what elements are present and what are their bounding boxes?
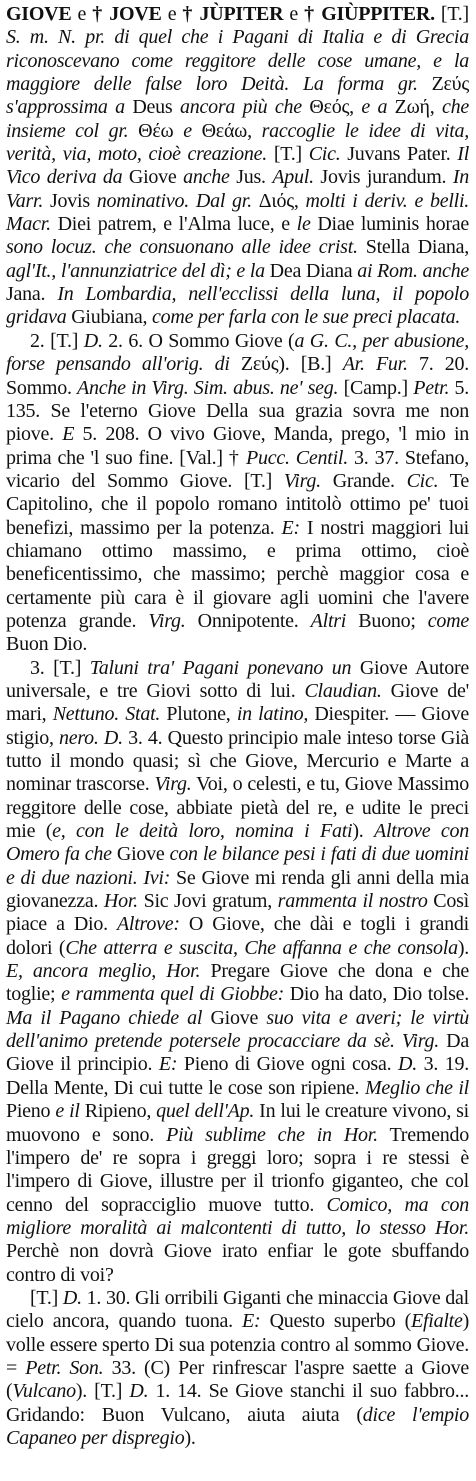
italic-run: D.: [83, 329, 103, 352]
text-run: Giove: [202, 1006, 267, 1029]
entry-sense-2: [6, 330, 469, 657]
text-run: Dea Diana: [264, 259, 358, 282]
italic-run: Claudian.: [304, 679, 382, 702]
italic-run: Petr. Son.: [25, 1356, 104, 1379]
italic-run: E:: [281, 516, 300, 539]
italic-run: nominativo. Dal gr.: [96, 189, 252, 212]
text-run: Jovis: [43, 189, 97, 212]
text-run: Διός,: [251, 189, 306, 212]
italic-run: Taluni tra' Pagani ponevano un: [89, 656, 352, 679]
text-run: Da Giove il principio.: [6, 1030, 469, 1076]
text-run: ).: [457, 936, 469, 959]
text-run: Giubiana,: [66, 306, 153, 329]
text-run: O Giove, che dài e togli i grandi dolori (: [6, 913, 469, 959]
italic-run: rammenta il nostro: [277, 890, 428, 913]
text-run: ). [T.]: [75, 1380, 130, 1403]
text-run: Buono;: [346, 609, 428, 632]
text-run: ).: [184, 1426, 196, 1449]
text-run: 7. 20. Sommo.: [6, 353, 469, 399]
text-run: Ripieno,: [79, 1100, 157, 1123]
italic-run: suo vita e averi; le virtù dell'animo pretende potersele procacciare da sè. Virg.: [6, 1006, 469, 1053]
text-run: 1. 30. Gli orribili Giganti che minaccia Giove dal cielo ancora, quando tuona.: [6, 1286, 469, 1333]
italic-run: Ma il Pagano chiede al: [6, 1006, 203, 1029]
headword: † JOVE: [92, 3, 162, 25]
italic-run: Virg.: [283, 469, 321, 492]
italic-run: Petr.: [413, 376, 450, 399]
entry-headword-paragraph: [6, 3, 469, 330]
text-run: [T.]: [267, 143, 309, 166]
text-run: Ζεύς). [B.]: [229, 353, 343, 376]
italic-run: in latino,: [236, 703, 309, 726]
text-run: ) volle essere sperto Di sua potenzia contro al sommo Giove. =: [6, 1310, 470, 1379]
italic-run: dice l'empio Capaneo per dispregio: [6, 1403, 469, 1449]
italic-run: Comico, ma con migliore moralità ai malcontenti di tutto, lo stesso Hor.: [6, 1193, 469, 1239]
text-run: Se Giove mi renda gli anni della mia giovanezza.: [6, 866, 469, 913]
italic-run: e a: [361, 96, 388, 119]
text-run: 3. 19. Della Mente, Di cui tutte le cose son ripiene.: [6, 1053, 469, 1099]
text-run: Diei patrem, e l'Alma luce, e: [50, 213, 297, 236]
text-run: 33. (C) Per rinfrescar l'aspre saette a Giove (: [6, 1356, 470, 1403]
text-run: 3. 37. Stefano, vicario del Sommo Giove. [T.]: [6, 446, 470, 492]
text-run: 1. 14. Se Giove stanchi il suo fabbro... Gridando: Buon Vulcano, aiuta aiuta (: [6, 1380, 470, 1426]
italic-run: In Varr.: [6, 166, 469, 212]
text-run: Onnipotente.: [185, 609, 311, 632]
text-run: Voi, o celesti, e tu, Giove Massimo reggitore delle cose, abbiate pietà del re, e udite le preci mie (: [6, 773, 469, 843]
italic-run: raccoglie le idee di vita, verità, via, moto, cioè creazione.: [6, 119, 470, 166]
italic-run: a G. C., per abusione, forse pensando all'orig. di: [6, 329, 469, 376]
text-run: 5. 208. O vivo Giove, Manda, prego, 'l mio in prima che 'l suo fine. [Val.] †: [6, 423, 470, 469]
text-run: Pieno: [6, 1100, 56, 1123]
italic-run: Il Vico deriva da: [6, 143, 470, 189]
text-run: Deus: [124, 96, 180, 119]
italic-run: E: [62, 423, 75, 446]
text-run: [T.]: [30, 1286, 63, 1309]
italic-run: Altrove:: [116, 913, 180, 936]
text-run: 2. [T.]: [30, 329, 84, 352]
italic-run: Hor.: [103, 890, 138, 913]
italic-run: ai Rom. anche: [357, 259, 469, 282]
entry-sense-3-citations: [6, 1287, 469, 1450]
italic-run: s'approssima a: [6, 96, 125, 119]
text-run: [T.]: [434, 3, 469, 25]
italic-run: Apul.: [272, 166, 314, 189]
italic-run: come per farla con le sue preci placata.: [152, 306, 461, 329]
text-run: Giove: [111, 843, 170, 866]
text-run: Giove de' mari,: [6, 679, 470, 726]
text-run: I nostri maggiori lui chiamano ottimo massimo, e prima ottimo, cioè beneficentissimo, che massimo; perchè maggior cosa e certamente più cara è il giovare agli uomini che l'avere potenza grande.: [6, 516, 469, 632]
italic-run: quel dell'Ap.: [156, 1100, 255, 1123]
text-run: In lui le creature vivono, si muovono e sono.: [6, 1100, 469, 1146]
italic-run: E, ancora meglio, Hor.: [6, 960, 201, 983]
text-run: 3. [T.]: [30, 656, 90, 679]
text-run: Plutone,: [160, 703, 237, 726]
text-run: e: [161, 3, 183, 25]
italic-run: le: [296, 213, 311, 236]
italic-run: Virg.: [148, 609, 186, 632]
italic-run: che insieme col gr.: [6, 96, 470, 142]
text-run: Grande.: [320, 469, 407, 492]
italic-run: Cic.: [308, 143, 341, 166]
italic-run: Anche in Virg. Sim. abus. ne' seg.: [77, 376, 339, 399]
text-run: Te Capitolino, che il popolo romano intitolò ottimo pe' tuoi benefizi, massimo per la potenza.: [6, 469, 469, 539]
text-run: Così piace a Dio.: [6, 890, 469, 936]
italic-run: e, con le deità loro, nomina i Fati: [52, 820, 353, 843]
text-run: Perchè non dovrà Giove irato enfiar le gote sbuffando contro di voi?: [6, 1240, 469, 1286]
text-run: Jovis jurandum.: [313, 166, 453, 189]
text-run: Θέω: [128, 119, 184, 142]
headword: † GIÙPPITER.: [304, 3, 435, 25]
italic-run: Nettuno. Stat.: [52, 703, 161, 726]
text-run: 2. 6. O Sommo Giove (: [102, 329, 295, 352]
text-run: Tremendo l'impero de' re sopra i greggi loro; sopra i re stessi è l'impero di Giove, illustre per il trionfo giganteo, che col cenno del sopracciglio muove tutto.: [6, 1123, 470, 1216]
text-run: Questo superbo (: [260, 1310, 412, 1333]
italic-run: Vulcano: [12, 1380, 76, 1403]
text-run: Juvans Pater.: [340, 143, 458, 166]
text-run: 3. 4. Questo principio male inteso torse Già tutto il mondo quasi; sì che Giove, Mercurio e Marte a nominar trascorse.: [6, 726, 469, 796]
text-run: Diespiter. — Giove stigio,: [6, 703, 469, 749]
text-run: Stella Diana,: [357, 236, 469, 259]
text-run: Sic Jovi gratum,: [137, 890, 278, 913]
italic-run: e: [183, 119, 192, 142]
text-run: e: [71, 3, 93, 25]
italic-run: Efialte: [411, 1310, 463, 1333]
text-run: Giove: [122, 166, 184, 189]
text-run: Giove Autore universale, e tre Giovi sotto di lui.: [6, 656, 470, 702]
italic-run: e il: [55, 1100, 80, 1123]
italic-run: molti i deriv. e belli. Macr.: [6, 189, 469, 236]
italic-run: D.: [398, 1053, 417, 1076]
text-run: Diae luminis horae: [310, 213, 469, 236]
italic-run: Virg.: [154, 773, 192, 796]
italic-run: Pucc. Centil.: [246, 446, 348, 469]
text-run: Pregare Giove che dona e che toglie;: [6, 960, 469, 1006]
italic-run: D.: [129, 1380, 149, 1403]
italic-run: ancora più che: [179, 96, 302, 119]
text-run: Jus.: [229, 166, 273, 189]
italic-run: Che atterra e suscita, Che affanna e che consola: [65, 936, 458, 959]
text-run: Θεάω,: [191, 119, 262, 142]
italic-run: D.: [62, 1286, 82, 1309]
text-run: Pieno di Giove ogni cosa.: [177, 1053, 398, 1076]
entry-sense-3: [6, 657, 469, 1287]
italic-run: E:: [242, 1310, 261, 1333]
text-run: e: [283, 3, 305, 25]
text-run: Jana.: [6, 283, 58, 306]
text-run: ).: [352, 820, 374, 843]
italic-run: come: [427, 609, 469, 632]
italic-run: Ar. Fur.: [342, 353, 408, 376]
text-run: 5. 135. Se l'eterno Giove Della sua grazia sovra me non piove.: [6, 376, 469, 446]
text-run: Ζωή,: [387, 96, 442, 119]
text-run: Θεός,: [301, 96, 362, 119]
text-run: [Camp.]: [338, 376, 414, 399]
italic-run: Più sublime che in Hor.: [166, 1123, 378, 1146]
italic-run: Cic.: [406, 469, 439, 492]
italic-run: agl'It., l'annunziatrice del dì; e la: [6, 259, 265, 282]
text-run: Buon Dio.: [6, 633, 88, 656]
italic-run: E:: [158, 1053, 178, 1076]
italic-run: Altri: [310, 609, 347, 632]
italic-run: sono locuz. che consuonano alle idee crist.: [6, 236, 358, 259]
italic-run: Altrove con Omero fa che: [6, 820, 469, 866]
headword: GIOVE: [6, 3, 72, 25]
italic-run: e rammenta quel di Giobbe:: [61, 983, 285, 1006]
italic-run: anche: [183, 166, 230, 189]
italic-run: In Lombardia, nell'ecclissi della luna, il popolo gridava: [6, 283, 469, 329]
italic-run: con le bilance pesi i fati di due uomini e di due nazioni. Ivi:: [6, 843, 469, 889]
text-run: Ζεύς: [417, 73, 469, 96]
italic-run: S. m. N. pr. di quel che i Pagani di Italia e di Grecia riconoscevano come reggitore delle cose umane, e la maggiore delle false loro Deità. La forma gr.: [6, 26, 469, 96]
italic-run: nero. D.: [58, 726, 123, 749]
italic-run: Meglio che il: [364, 1076, 469, 1099]
headword: † JÙPITER: [182, 3, 284, 25]
text-run: Dio ha dato, Dio tolse.: [284, 983, 469, 1006]
